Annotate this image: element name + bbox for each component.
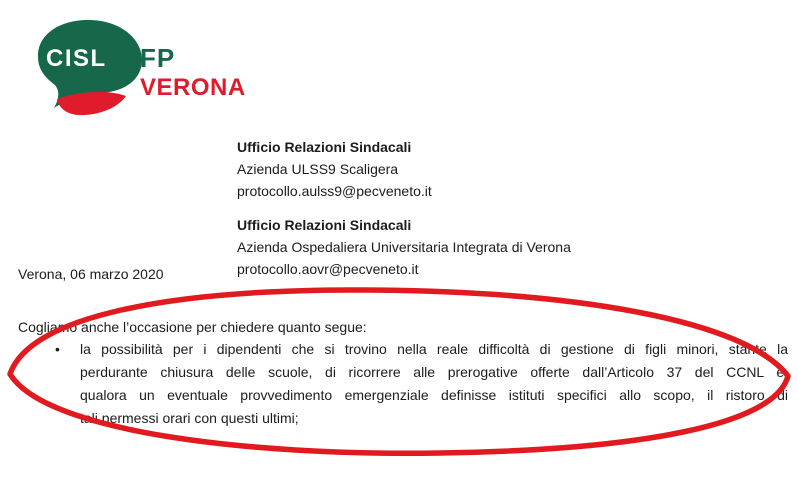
recipient-office: Ufficio Relazioni Sindacali xyxy=(237,217,412,233)
bullet-line: perdurante chiusura delle scuole, di ricorrere alle prerogative offerte dall’Articolo 37 del CCNL e, xyxy=(80,364,788,380)
recipient-org: Azienda ULSS9 Scaligera xyxy=(237,161,399,177)
bullet-line: tali permessi orari con questi ultimi; xyxy=(80,410,299,426)
intro-line: Cogliamo anche l’occasione per chiedere quanto segue: xyxy=(18,319,367,335)
recipient-block-aovr xyxy=(237,214,571,280)
recipient-block-ulss9 xyxy=(237,136,432,202)
cisl-fp-verona-logo xyxy=(30,12,265,117)
recipient-email: protocollo.aulss9@pecveneto.it xyxy=(237,183,432,199)
logo-verona-text: VERONA xyxy=(140,74,246,101)
bullet-line: qualora un eventuale provvedimento emergenziale definisse istituti specifici allo scopo, il ristoro di xyxy=(80,387,788,403)
logo-cisl-text: CISL xyxy=(46,45,107,72)
recipient-office: Ufficio Relazioni Sindacali xyxy=(237,139,412,155)
recipient-email: protocollo.aovr@pecveneto.it xyxy=(237,261,419,277)
date-line: Verona, 06 marzo 2020 xyxy=(18,266,164,282)
bullet-paragraph xyxy=(80,338,788,430)
recipient-org: Azienda Ospedaliera Universitaria Integrata di Verona xyxy=(237,239,571,255)
bullet-glyph: • xyxy=(55,341,60,357)
logo-fp-text: FP xyxy=(140,43,176,73)
bullet-line: la possibilità per i dipendenti che si trovino nella reale difficoltà di gestione di figli minori, stante la xyxy=(80,341,788,357)
